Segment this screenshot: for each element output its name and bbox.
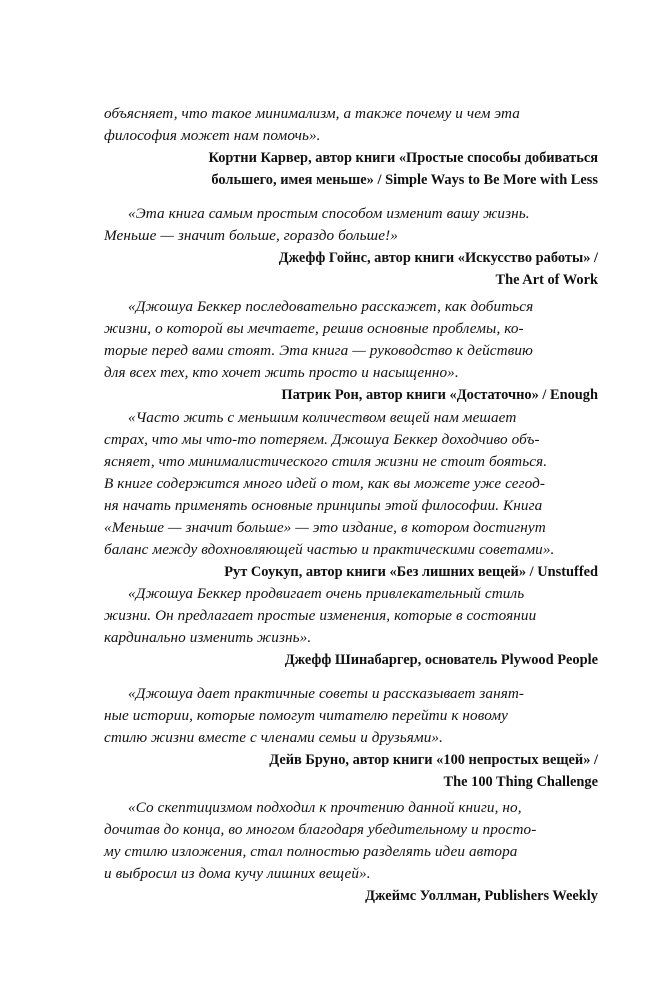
quote-text	[104, 407, 598, 561]
blurb-wallman	[104, 797, 598, 907]
quote-line: му стилю изложения, стал полностью разделять идеи автора	[104, 843, 518, 860]
quote-line: «Со скептицизмом подходил к прочтению данной книги, но,	[128, 799, 522, 816]
blurb-ron	[104, 296, 598, 406]
attribution-line: Кортни Карвер, автор книги «Простые способы добиваться	[208, 150, 598, 166]
quote-line: жизни, о которой вы мечтаете, решив основные проблемы, ко-	[104, 320, 524, 337]
quote-line: стилю жизни вместе с членами семьи и друзьями».	[104, 729, 443, 746]
quote-text	[104, 296, 598, 384]
attribution-line: большего, имея меньше» / Simple Ways to Be More with Less	[211, 172, 598, 188]
quote-line: объясняет, что такое минимализм, а также почему и чем эта	[104, 105, 520, 122]
quote-line: «Джошуа Беккер продвигает очень привлекательный стиль	[128, 585, 525, 602]
quote-line: «Меньше — значит больше» — это издание, в котором достигнут	[104, 519, 546, 536]
blurb-bruno	[104, 683, 598, 793]
blurb-carver	[104, 103, 598, 191]
blurb-soukup	[104, 407, 598, 583]
quote-line: ня начать применять основные принципы этой философии. Книга	[104, 497, 543, 514]
quote-line: Меньше — значит больше, гораздо больше!»	[104, 227, 398, 244]
quote-line: «Джошуа дает практичные советы и рассказывает занят-	[128, 685, 525, 702]
attribution	[104, 384, 598, 406]
quote-line: ясняет, что минималистического стиля жизни не стоит бояться.	[104, 453, 548, 470]
attribution-line: Дейв Бруно, автор книги «100 непростых вещей» /	[269, 752, 598, 768]
attribution-line: Джеймс Уоллман, Publishers Weekly	[365, 888, 598, 904]
quote-line: В книге содержится много идей о том, как вы можете уже сегод-	[104, 475, 546, 492]
quote-line: «Джошуа Беккер последовательно расскажет, как добиться	[128, 298, 534, 315]
attribution	[104, 147, 598, 191]
quote-line: философия может нам помочь».	[104, 127, 321, 144]
quote-line: «Часто жить с меньшим количеством вещей нам мешает	[128, 409, 517, 426]
attribution	[104, 247, 598, 291]
quote-line: жизни. Он предлагает простые изменения, которые в состоянии	[104, 607, 537, 624]
attribution-line: Джефф Гойнс, автор книги «Искусство работы» /	[278, 250, 598, 266]
attribution	[104, 885, 598, 907]
quote-line: «Эта книга самым простым способом изменит вашу жизнь.	[128, 205, 530, 222]
quote-line: торые перед вами стоят. Эта книга — руководство к действию	[104, 342, 533, 359]
quote-line: баланс между вдохновляющей частью и практическими советами».	[104, 541, 555, 558]
attribution-line: Патрик Рон, автор книги «Достаточно» / Enough	[281, 387, 598, 403]
attribution	[104, 749, 598, 793]
quote-line: страх, что мы что-то потеряем. Джошуа Беккер доходчиво объ-	[104, 431, 540, 448]
quote-line: кардинально изменить жизнь».	[104, 629, 312, 646]
quote-line: для всех тех, кто хочет жить просто и насыщенно».	[104, 364, 459, 381]
blurb-shinabarger	[104, 583, 598, 671]
quote-text	[104, 103, 598, 147]
quote-text	[104, 583, 598, 649]
attribution-line: The 100 Thing Challenge	[443, 774, 598, 790]
quote-line: ные истории, которые помогут читателю перейти к новому	[104, 707, 508, 724]
attribution	[104, 649, 598, 671]
blurb-goins	[104, 203, 598, 291]
attribution	[104, 561, 598, 583]
quote-line: и выбросил из дома кучу лишних вещей».	[104, 865, 371, 882]
quote-text	[104, 683, 598, 749]
quote-text	[104, 203, 598, 247]
attribution-line: Рут Соукуп, автор книги «Без лишних вещей» / Unstuffed	[224, 564, 598, 580]
quote-line: дочитав до конца, во многом благодаря убедительному и просто-	[104, 821, 537, 838]
attribution-line: The Art of Work	[495, 272, 598, 288]
attribution-line: Джефф Шинабаргер, основатель Plywood People	[284, 652, 598, 668]
quote-text	[104, 797, 598, 885]
